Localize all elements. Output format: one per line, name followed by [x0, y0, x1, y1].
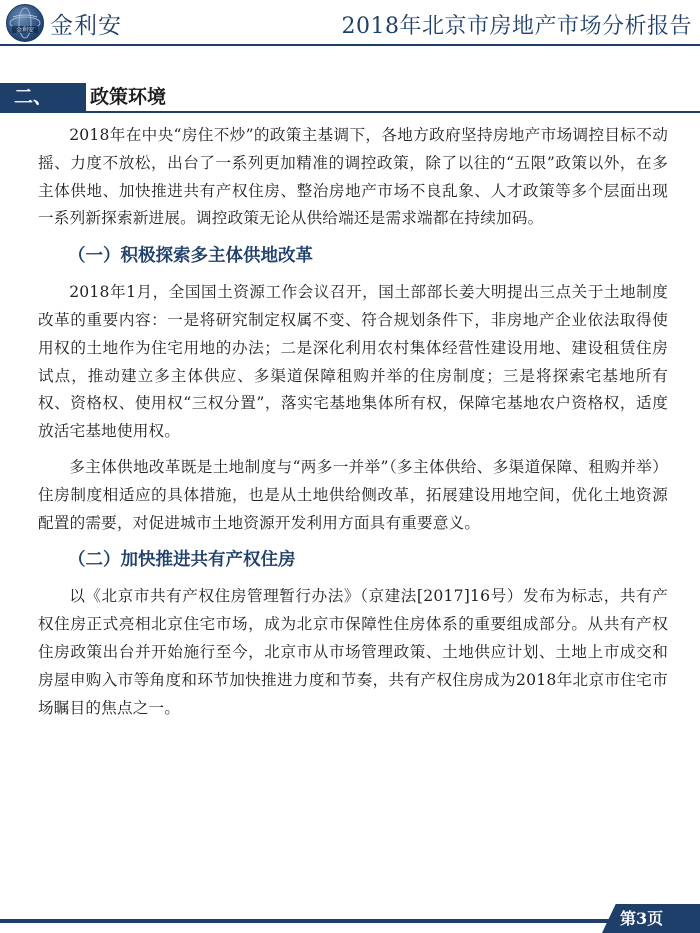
subsection-title-2: （二）加快推进共有产权住房	[68, 550, 296, 571]
subsection-2-paragraph-1: 以《北京市共有产权住房管理暂行办法》（京建法[2017]16号）发布为标志，共有产权住房正式亮相北京住宅市场，成为北京市保障性住房体系的重要组成部分。从共有产权住房政策出台并开始施行至今，北京市从市场管理政策、土地供应计划、土地上市成交和房屋申购入市等角度和环节加快推进力度和节奏，共有产权住房成为2018年北京市住宅市场瞩目的焦点之一。	[38, 587, 668, 717]
section-heading	[0, 83, 700, 113]
brand-name: 金利安	[50, 12, 122, 39]
document-body	[38, 122, 668, 722]
logo-text: 金利安	[15, 27, 35, 34]
subsection-1-paragraph-2: 多主体供地改革既是土地制度与“两多一并举”（多主体供给、多渠道保障、租购并举）住房制度相适应的具体措施，也是从土地供给侧改革，拓展建设用地空间，优化土地资源配置的需要，对促进城市土地资源开发利用方面具有重要意义。	[38, 457, 668, 532]
header-divider	[0, 44, 700, 46]
subsection-title-1: （一）积极探索多主体供地改革	[68, 246, 313, 267]
globe-logo-icon	[6, 4, 44, 42]
subsection-1-paragraph-1: 2018年1月，全国国土资源工作会议召开，国土部部长姜大明提出三点关于土地制度改革的重要内容：一是将研究制定权属不变、符合规划条件下，非房地产企业依法取得使用权的土地作为住宅用地的办法；二是深化利用农村集体经营性建设用地、建设租赁住房试点，推动建立多主体供应、多渠道保障租购并举的住房制度；三是将探索宅基地所有权、资格权、使用权“三权分置”，落实宅基地集体所有权，保障宅基地农户资格权，适度放活宅基地使用权。	[38, 283, 668, 441]
document-title: 2018年北京市房地产市场分析报告	[341, 14, 692, 39]
intro-paragraph: 2018年在中央“房住不炒”的政策主基调下，各地方政府坚持房地产市场调控目标不动摇、力度不放松，出台了一系列更加精准的调控政策，除了以往的“五限”政策以外，在多主体供地、加快推进共有产权住房、整治房地产市场不良乱象、人才政策等多个层面出现一系列新探索新进展。调控政策无论从供给端还是需求端都在持续加码。	[38, 126, 668, 228]
page-footer	[0, 904, 700, 933]
brand-logo-group	[6, 4, 122, 42]
footer-divider	[0, 919, 610, 923]
section-number: 二、	[14, 86, 53, 108]
globe-logo-graphic	[7, 5, 43, 41]
section-divider	[0, 111, 700, 113]
page-header	[0, 0, 700, 42]
section-title: 政策环境	[90, 86, 167, 108]
page-number: 第3页	[620, 909, 664, 928]
